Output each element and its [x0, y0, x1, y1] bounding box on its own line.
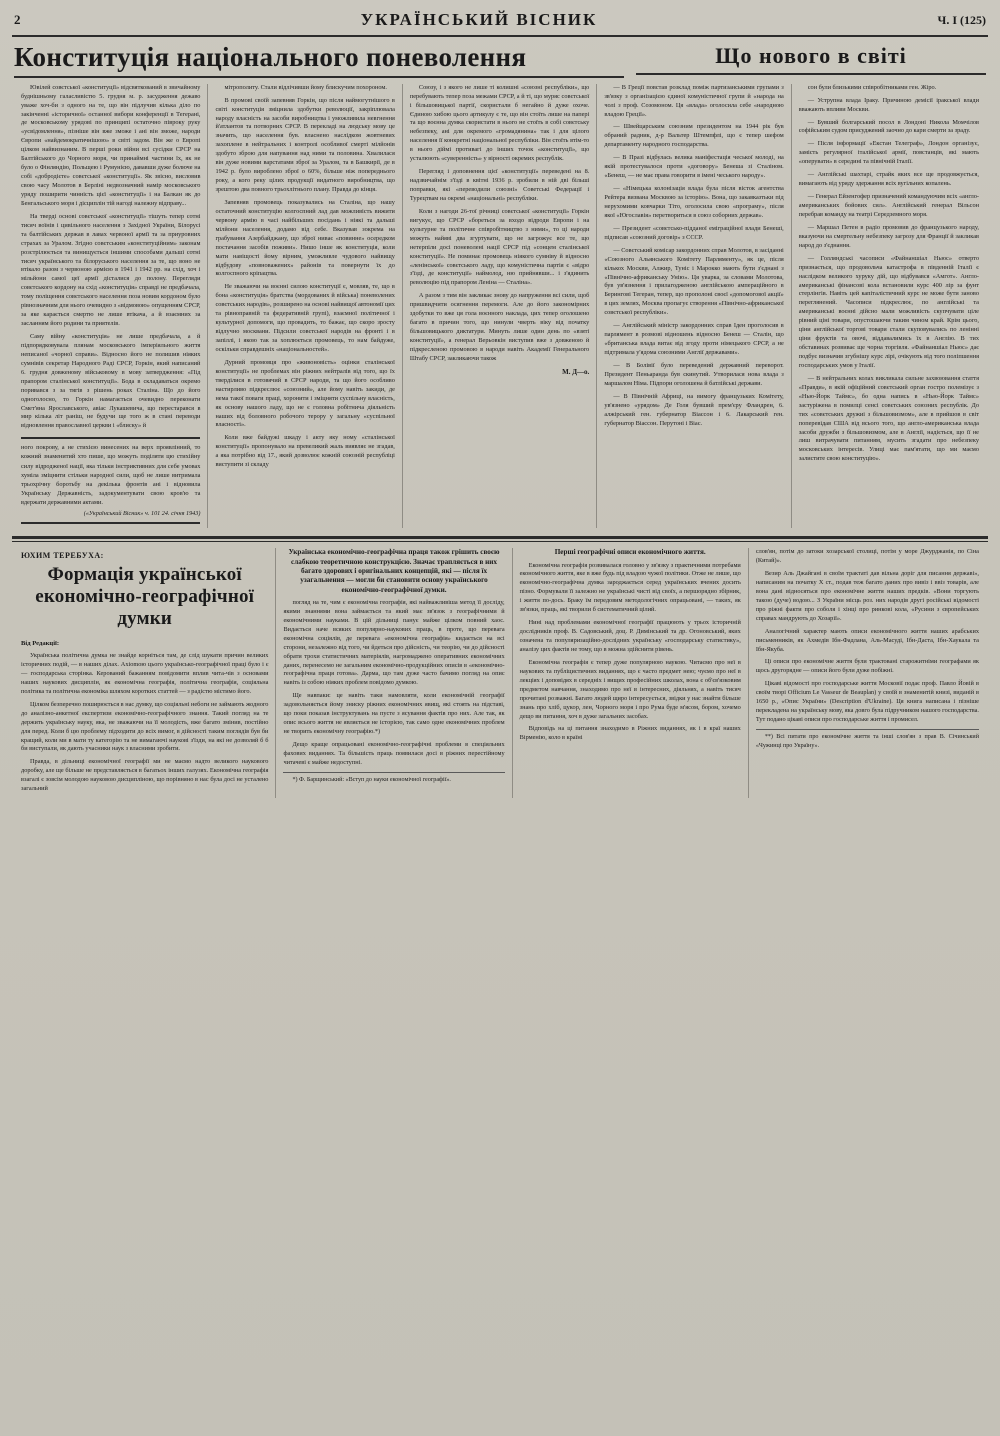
paragraph: Ці описи про економічне життя були трактовані старожитніми географами як щось другорядне — описи його були дуже побіжні. [755, 658, 979, 675]
paragraph: На тверді основі совєтської «конституції» тішуть тепер сотні тисяч воїнів і цивільного населення з Західної України, Білорусі та балтійських держав в лавах червоної армії та за приуровних страхах за Уралом. Згідно совєтським «конституційним» законам розстрілюється та винищується іншими способами дальші сотні тисяч українського та білоруського населення за те, що воно не втікало разом з червоною армією в 1941 і 1942 рр. на схід, хоч і мільйони самої цеї армії дісталися до полону. Перегляди совєтського кордону на схід «конституція» справді не предбачала, тому поліщення совєтського населення поза новим кордоном було рівнозначним для нього очевидно з «відмовою» опущенням СРСР, за яке карається смертю не лише втікача, а й взаємних за засланням його родини та приятелів. [21, 212, 201, 328]
world-item: — Уструпна влада Іраку. Причиною демісії іракської влади вважають впливи Москви. [798, 96, 979, 113]
paragraph: А разом з тим він закликає знову до напруження всі сили, щоб пришвидчити осягнення перемоги. Але до його закономірних здобутки то вже ця гола воєнного наклада, цих тепер оголошено багато в причин того, що нинули чверть віку від початку більшовицького диктатури. Минуть лише один день по «взяті конституції», а генерал Верьовкін виступив вже з довженою й підкресленою промовою в народи навіть Академії Генерального Штабу СРСР, закликаючи також [409, 292, 590, 362]
world-item: — В Болівії було переведений державний переворот. Президент Пеньаранда був скинутий. Утворилася нова влада з маршалом Німа. Підпори оголошена й батлійські держави. [604, 361, 784, 387]
paragraph: Економічна географія розвивалася головно у зв'язку з практичними потребами економічного життя, яке в вже будь під владою чужої політики. Отже не лише, що економічно-географічна думка зароджається серед українських вчених досить пізно. Формували її залежно не українські чисті від своїх, а першорядно збірник, і життя по-дось. Браку їм передовим методологічних опрацьовані, — таких, як зв'язки, праць, які творили б систематичний цілий. [519, 561, 741, 614]
headline-main: Конституція національного поневолення [14, 43, 624, 78]
quote-text: ного покрову, а не стихією винесених на верх проявлінний, то кожний знаменитий хто пише, що можуть поділяти цю стихійну силу відродженої нації, яка тільки інстриктивних для себе умовах хуміла зміцнити стільки народної сили, щоб не лише витримала трьохрічну боротьбу на декілька фронтів ані і відновила Українську Державність, задокументувати свою кров'ю та вдержати державними актами. [21, 444, 201, 507]
world-item: — Президент «совєтсько-підданої еміграційної влади Бенеші, підписав «союзний договір» з СССР. [604, 224, 784, 241]
feature-column-4 [749, 548, 986, 798]
author-byline: ЮХИМ ТЕРЕБУХА: [21, 551, 104, 561]
quote-box [21, 437, 200, 524]
issue-number: Ч. І (125) [937, 12, 986, 27]
paragraph: Ще навпаки: це навіть таки намовляти, коли економічній географії задовольняється йому зниску ріжних економічних явищ, які стоять на підставі, що поки показав інструктувань на пусте з ясування фактів про них. Але так, як опис всього життя не являється не історією, так само одне економічних проблем не творить економічну географію.*) [283, 692, 505, 736]
paragraph: слов'ян, потім до затоки хозарської столиці, потім у море Джурджанія, по Сіна (Китай)». [755, 548, 979, 565]
section-divider [12, 536, 988, 539]
feature-subheading-a: Українська економічно-географічна праця також грішить своєю слабкою теоретичною конструкцією. Значає трапляється в них багато здорових і оригінальних концепцій, які — після їх узагальнення — могли би становити основу українського економічно-географічної думки. [288, 548, 500, 594]
world-item: — Генерал Ейзенгофер призначений командуючим всіх «англо-американських бойових сил». Англійський генерал Вільсон перебрав команду на театрі Середземного моря. [798, 193, 979, 218]
column-5-world-b [792, 84, 986, 528]
feature-column-1 [14, 548, 276, 798]
feature-column-3 [513, 548, 749, 798]
paragraph: Цілком безперечно поширюється в нас думку, що соціяльні небоги не займають жодного до аналізно-анкетної експертизи економічно-географічного знання. Такий погляд на те держить українську науку, яка, не зважаючи на її молодість, вже багато змінив, постійно для перед. Коли б цю проблему підходити до всіх вимог, в дійсності таким поглядів був би кращий, коли ми в мати ту категорію та не вимагаючі наукові з'їзди, на які не дозволяй б б би виступали, як дають учасники наук з власними зробити. [21, 700, 269, 753]
paragraph: Саму війну «конституція» не лише предбачала, а й підпорядковувала плянам московського імперіяльного життя неписаної «чорної справи». Відносно його не полишив ніяких сумнівів секретар Народного Раді СРСР, Горкін, який написаний 6. грудня довженому військовому в мову затвердження: «Під прапором сталінської конституції». Бода в складаваться окремо поривався з за тягів з рішень роках Сталіна. Що до його одноголосно, то Горкін намагається очевидно переконати Смет'яна Ярославського, авіас Лукашевича, що перестарався в мир кілька літ раніш, не будучи ще того ж в стані переводи відновлення православної церкви і «блиску» й [21, 333, 201, 430]
world-item: — В Північній Африці, на вимогу французьких Комітету, ув'язнено «урядом» Де Голя бувший прем'єру Фландрен, 6. алжірський ген. губернатор Віассон і 6. Лакарський ген. губернатор Віассон. Перутоні і Віас. [604, 392, 784, 427]
world-item: — В нейтральних колах викликала сильне захвоювання стаття «Правди», в якій офіційний совєтський орган гостро полемізує з «Нью-Йорк Таймс», бо одна напись в «Нью-Йорк Таймс» застуріжена в помилці сенсі совєтських союзних республік. До тих «совєтських дружиі з більшовизмом», але в прийшов в світ поперевідав США від всього того, що англо-американська влада засоби дружби з більшовизмом, але в Англії, надіється, що її не лиш витрачувати питанням, мусить згадати про небезпеку московських інтересів. Улиці має пам'ятати, що ми маємо залистите свою конституцію». [798, 374, 979, 463]
article-signature: М. Д—о. [562, 367, 590, 376]
editorial-heading: Від Редакції: [21, 639, 60, 647]
paragraph: Перегляд і доповнення цієї «конституції» переведені на 8. надзвичайнім з'їзді в квітні 1936 р. зробили в ній дві більші поправки, які «переводили союзні» Советські Федерації і Турецтвам на окремі «національні» республіки. [409, 168, 590, 202]
paragraph: Коли вже байдужі шкаду і акту яку ному «сталінської конституції» пропонувало на превеликий жаль виявляє не згадав, а яка потрібно від 17., який дозволює кожній союзній республіці виступити зі складу [215, 434, 395, 469]
world-item: — В Празі відбулась велика маніфестація чеської молоді, на якій протестувалося проти «договору» Бенеша зі Сталіном. «Бенеш, — не має права говорити в імені чеського народу». [604, 154, 784, 180]
headline-row [0, 37, 1000, 78]
world-item: — Бувший болгарський посол в Лондоні Никола Момчілов софійським судом присуджений заочно до кари смерти за зраду. [798, 118, 979, 135]
section-divider-thin [12, 541, 988, 542]
paragraph: Везир Аль Джайгані в своїм трактаті дав вільна доріг для писання державі», написаним на початку Х ст., подав теж багато даних про вивіз і ввіз товарів, але вона дані відносяться про економічне життя наших предків. «Вони торгують такою (дуче) водою... З України місць роз. них народів другі російські відомості про ріжні факти про соболя і хінці про ринкові кола, «Русини з європейських справах мандрують до Хозарії». [755, 570, 979, 622]
page-number: 2 [14, 12, 21, 27]
upper-columns [0, 78, 1000, 528]
quote-source: («Український Вісник» ч. 101 24. січня 1943) [83, 510, 201, 518]
paragraph: Запевняв промовець показувались на Сталіна, що нашу остаточний конституцію колгоспний лад дав можливість вижити червону армію в часі найбільших посідань і ніякі та дальші мілйони населення, додамо від себе. Вказував зокрема на грабування Азербайджану, що зброї ниває «повинне» осередком постачання засобів поживи». Нишо інше як конституція, коли мати навіщості йому вірним, уможливле чудового найвищу відбудову «повноважених» районів та повернути їх до колгоспного кріпацтва. [215, 198, 395, 278]
paragraph: Нині над проблемами економічної географії працюють у трьох історичній дослідників проф. В. Садовський, доц. Р. Димінський та др. Огоновський, яких означена та популяризаційно-дослідних українську «господарську статистику», аналізу цих фактів не тому, що в можна здійснити рівень. [519, 619, 741, 653]
paragraph: Дещо краще опрацьовані економічно-географічні проблеми в спеціяльних фахових виданнях. Та більшість праць появилася досі в ріжних перестійному читачеві є майже недоступні. [283, 741, 505, 766]
world-item: сон були близькими співробітниками ген. Жіро. [807, 83, 937, 91]
column-1 [14, 84, 208, 528]
paragraph: погляд на те, чим є економічна географія, які найважливіша метод її досліду, якими знаннями вона займається та який має зв'язок з географічними й економічними науками. В цій дільниці панує майже цілком повний хаос. Видається наче всяких популярно-наукових праць, в проте, що перевага економічна соціялів, де перевага «економічна географія» кидається на всі сторони, незалежно від того, чи йдеться про дійсність, чи теорію, чи до дійсності обрати трохи статистичних матеріялів, нагромаджено оперативних економічних даних, перенесемо не загальним економічно-продукційних описів в «економічно-географічна праця готова». Дарма, що там дуже часто бачимо погляд на опис навіть із собою ніяких проблем повідомо думкою. [283, 598, 505, 687]
feature-column-2 [276, 548, 512, 798]
paragraph: Коли з нагоди 26-тої річниці совєтської «конституції» Горкін вигукує, що СРСР «бореться за входо відроди Европи і на культурне та політичне співробітництво з ними», то ці народи можуть найяві два згуртувати, що не загрожує все те, що нетерпіли досі поневолені нації СРСР під «сонцем сталінської конституції». Не поминає промовець ніякого сумніву й відносно «ленінської» совєтського ладу, що комуністична партія є «відро з'їзді, де конституції» наймолод, ню прийнявши... і з'ядинить революцію під прапором Леніна — Сталіна». [409, 207, 590, 287]
column-3 [403, 84, 597, 528]
paragraph: Цікаві відомості про господарське життя Московії подає проф. Павло Йовій в своїм творі Officium Le Vasseur de Beauplan) у своїй в знаменитій книзі, виданій в 1650 р., «Опис України» (Description d'Ukraine). Ця книга написана і пізніше перекладена на українську мову, яка довго була підручником нашого господарства. Тут подано цікаві описи про господарське життя і промисел. [755, 680, 979, 724]
column-2 [208, 84, 402, 528]
headline-world: Що нового в світі [636, 43, 986, 75]
world-item: — В Греції повстав розклад поміж партизанськими групами з зв'язку з організацією єдиної комуністичної групи й «народа на чолі з проф. Созомоном. Ця «влада» оголосила себе «народною владою Греції». [604, 83, 784, 118]
world-item: — Після інформації «Екстан Телеграф», Лондон організує, замість регулярної італійської армії, повстанців, які мають «оперувати» в середині та північній Італії. [798, 140, 979, 166]
paragraph: Відповідь на ці питання знаходимо в Ріжних виданнях, як і в краї наших Вірменію, коло в країні [519, 725, 741, 742]
footnote: *) Ф. Барщинський: «Вступ до науки економічної географії». [283, 772, 504, 785]
world-item: — Англійський міністр закордонних справ Іден проголосив в парлямент в розмові відношень відносно Бенеш — Сталін, що «британська влада витає від згоду проти німецького СРСР, а не підтримала у'ядома союзними Англії державами». [604, 322, 784, 356]
paragraph: Правда, в дільниці економічної географії ми не маємо надто великого наукового доробку, але ще більше не представляється в багатьох інших галузях. Економічна географія взагалі є зовсім молодою науковою дисципліною, що порівняно в нас була досі не усталено загальний [21, 758, 269, 793]
world-item: — «Німецька колонізація влада була після вісток агентства Рейтера визвана Москвою за історію». Вона, що закавказтьки під нерухомими ковчарки Тіто, оголосила свою «програму», після якої «Югославія» перетвориться в союз соборних держав». [604, 185, 784, 219]
paragraph: Дурний промовця про «живоновість» оцінки сталінської конституції» не проблемах він ріжних нейтралів від того, що їх тверділися в готовячий в СРСР народи, та що його особливо настирливо підкреслює «союзний», але йому навіть закиди, де нема такої поваги праці, хоронити і зміцняти суспільну власність, як основу нашого ладу, що не є головна робітнича діяльність наших від боловного робочого терору у загальну «суспільної власності». [215, 358, 395, 429]
paper-title: УКРАЇНСЬКИЙ ВІСНИК [360, 10, 598, 29]
paragraph: В промові своїй запевняв Горкін, що після наймогутнішого в світі конституція зміцнила здобутки революції, закріплювала народу власність на засоби виробництва і уможливила невгнення й'атлантов та потворних СРСР. В перекладі на людську мову це значить, що населення був. власнено наслідком жовтневих захоплене в нейтральних і контролі особливої смерті мілйонів здобуто зброю для напування над ними та половина. Хвалилася він дуже новими варстатами зброї за Уралом, та в Башкирії, де в 1942 р. було вироблено зброї о 60%, більше ніж попереднього року, а кого реку цілих продукції видатного виробництва, що зрештою два повного трьохлітнього плану. Правда до кінця. [215, 96, 395, 193]
paragraph: мітрополиту. Стали відлічивши йому блискучим похороном. [224, 83, 387, 91]
world-item: — Англійські шахтарі, страйк яких все ще продовжується, вимагають від уряду здержання всіх вугільних копалень. [798, 171, 979, 188]
masthead [0, 0, 1000, 32]
paragraph: Аналогічний характер мають описи економічного життя наших арабських письменників, як Ахмедів Ібн-Фадлана, Аль-Масуді, Ібн-Даста, Ібн-Хаукала та Ібн-Якуба. [755, 627, 979, 653]
paragraph: Ювілей совєтської «конституції» відсвяткований в звичайному буднішньому галасливістю 5. грудня м. р. засудження дежаво уваже хоч-би з одного на те, що він підлучив кілька діло по закінченні «історичної» останної вибори конференції в Тегерані, де московському урядові по принципі остаточно півроку руку «усвідомлення», пізніше він вже зможе і ані він зможе, народи Європи «найдемократичнішою» в світі задом. Він же о Европі цілком найвизнаним. В перші роки війни всі сусідки СРСР на Балтійського до Чорного моря, чи принаймні частини їх, як не було о Фінляндію, Польщею і Румунією, дававши дуже болюче на собі «добродієте» совєтської «конституції». Як звісно, висловив свою часу Молотов в Берліні недвозначний намір московського уряду поширити чинність цієї «конституції» і на Балкан як до Бенгальського моря і дісциплін тій нагоді належну відправу... [21, 83, 201, 207]
footnote: **) Всі питати про економічне життя та інші слов'ян з прав В. Січинський «Чужинці про Україну». [756, 729, 979, 750]
feature-title: Формація української економічно-географічної думки [35, 563, 255, 630]
paragraph: Українська політична думка не знайде корніться там, де слід шукати причин великих історичних подій, — в наших ділах. Axiomою цього українсько-географічної праці було і є — господарська сторінка. Керований бажанням повідомити вплив чита-чів з основами наших наукових дисциплін, як економічна географія, політична географія, соціяльна політика та політична економіка шляхом коротких статтей — з радістю містимо його. [21, 652, 269, 695]
feature-subheading-b: Перші географічні описи економічного життя. [554, 548, 706, 557]
lower-section [0, 548, 1000, 798]
world-item: — Голляндські часописи «Файнаншіал Ньюс» отверто признається, що продовольча катастрофа в південній Італії є наслідком великого хуруку дій, що відбувався «Амгот». Англо-американські фінансові кола встановили курс 400 лір за фунт стерлінгів. Навіть цей капіталістичний курс не може бути заново переглянений. Часописи підкреслює, по англійські та американські воєнні дійсно мали можливість скупчувати ціле рівний ціні товари, опустошаючи таким чином край. Крім цього, ціни англійської торгові товари стали скуповувались по ленінні ціни фруктів та овочі, віддавалимись їх в Англію. В тих обставинах розвиває ще чорна торгівля. «Файнаншіал Ньюс» дає подбує визначив згубнішу курс лірі, очікують від того поліпшення господарських умов у Італії. [798, 254, 979, 369]
paragraph: Економічна географія є тепер дуже популярною наукою. Читаємо про неї в наукових та публіцистичних виданнях, що є часто предмет нею; чуємо про неї в лекціях і доповідях в середніх і вищих професійних школах, вона є об'єв'язковим предметом навчання, знаходимо про неї в інтересних, діяльнях, а навіть тисяч прочитані розважні. Багато людей щиро інтересується, звідки у нас знайти більше знань про хліб, цукор, лен, Чорного моря і про Рума буде м'ясом, бором, хочемо дещо ви питання, хоч в дуже загальних засобах. [519, 658, 741, 720]
paragraph: Союзу, і з якого не лише ті колишні «союзні республіки», що перебувають тепер поза межами СРСР, а й ті, що муряс совєтської і більшовицької партії, скористали б негайно й дуже охоче. Єдиною хибою цього артикулу є те, що він стоїть лише на папері та що воєнна думка скористати в нього не стоїть в собі совєтську небезпеку, ані для окремого «громадянина» так і для цілого населення її конкретні національної республіки. Він стоїть втім-то в нього діймі противагі до інших точок «конституції», що усталюють «суверенність» у вірності окремих республік. [409, 83, 590, 163]
paragraph: Не зважаючи на воєнні силою конституції є, мовляв, те, що в бона «конституція» братства (мордованих й війська) поневолених совєтських народів», розширено на основі найвищої автономії цих та рівноправній та федеративній групі), взаємної політичної і культурної допомоги, що провадить, то бажає, що скоро зросту відлучно москвани. Підсили совєтської народів на фронті і в запіллі, і якою так за хоплюється промовець, то нам байдуже, оскільки справдешніх «національностей». [215, 283, 395, 353]
world-item: — Совєтський комісар закордонних справ Молотов, в засіданні «Союзного Альянського Комітету Парляменту», як це, після кількох Москви, Алжир, Туніс і Марокко мають бути з'єднані з «Північно-африканську Унію». Ця уварка, за словами Молотова, був ув'язнення і прилагодженою англійською ампераційного в Берингові Тегеран, тепер, що прополоні своєї «допомогової акції» в цих землях, Москва пропагує створення «Північно-африканської совєтської республіки». [604, 246, 784, 317]
column-4-world-a [597, 84, 791, 528]
world-item: — Швейцарським союзним президентом на 1944 рік був обраний радник, д-р Вальтер Штемпфлі, що є тепер шефом департаменту народного господарства. [604, 123, 784, 149]
world-item: — Маршал Петен в радіо промовив до французького народу, вказуючи на смертельну небезпеку загрозу для Франції й закликав народ до з'єднання. [798, 223, 979, 249]
